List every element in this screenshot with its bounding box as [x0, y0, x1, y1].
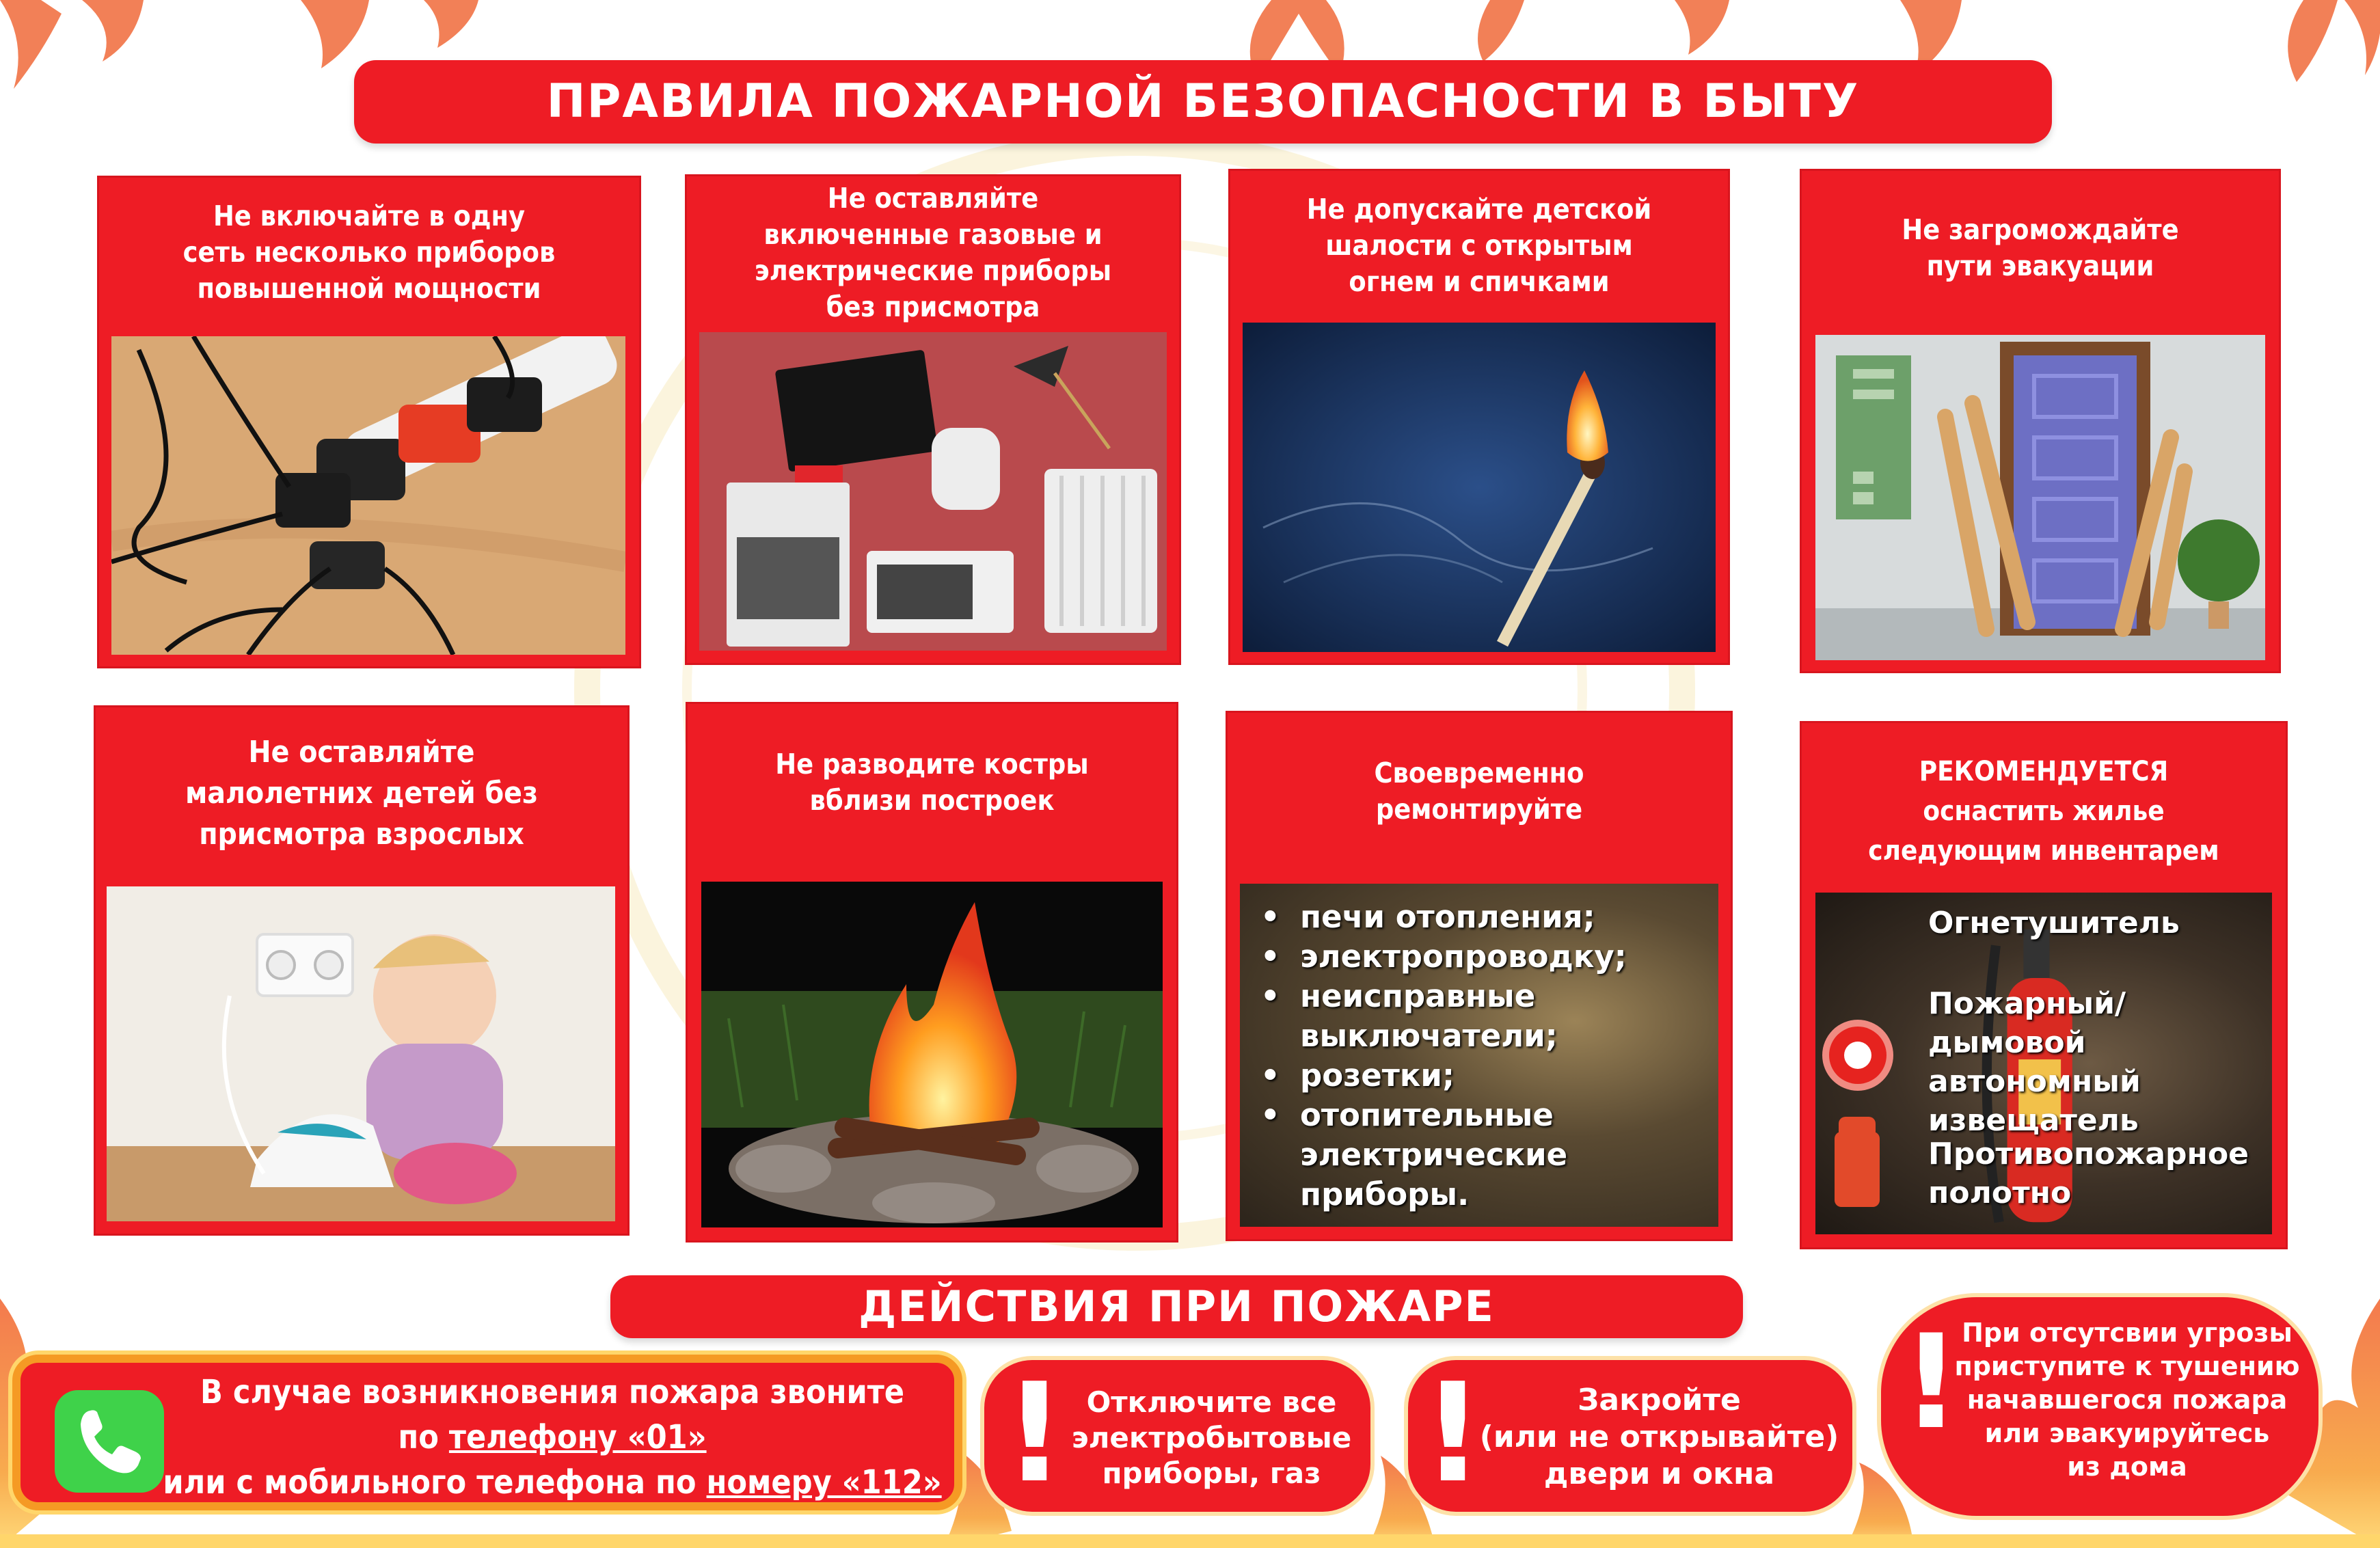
rule-card-children-fire	[1230, 171, 1728, 663]
appliances-photo	[699, 332, 1167, 651]
card-title: Своевременно ремонтируйте	[1374, 757, 1584, 826]
smoke-background	[1240, 884, 1718, 1227]
list-item: • розетки;	[1260, 1057, 1455, 1094]
campfire-photo	[701, 882, 1163, 1227]
phone-number-112[interactable]: номеру «112»	[706, 1463, 942, 1502]
action-bubble-switch-off	[984, 1354, 1370, 1513]
emergency-call-box	[12, 1355, 962, 1510]
fire-blanket-icon	[1835, 1132, 1880, 1207]
blocked-door-photo	[1815, 335, 2265, 660]
repair-list	[1240, 884, 1718, 1227]
card-title: Не разводите костры вблизи построек	[775, 748, 1089, 817]
bubble-text: При отсутсвии угрозы приступите к тушению начавшегося пожара или эвакуируйтесь из дома	[1954, 1318, 2300, 1482]
card-title: Не загромождайте пути эвакуации	[1902, 213, 2179, 282]
rule-card-overload	[99, 178, 639, 666]
power-strip-photo	[111, 336, 625, 655]
bubble-text: Закройте (или не открывайте) двери и окна	[1479, 1383, 1839, 1491]
rule-card-campfires	[688, 704, 1176, 1240]
exclamation-icon: !	[1422, 1354, 1485, 1513]
card-title: Не оставляйте малолетних детей без присмотра взрослых	[185, 735, 539, 852]
inventory-item-fire-blanket: Противопожарное полотно	[1928, 1137, 2249, 1210]
action-bubble-extinguish-or-evacuate	[1881, 1297, 2318, 1516]
list-item: • отопительные электрические приборы.	[1260, 1097, 1568, 1212]
bubble-text: Отключите все электробытовые приборы, газ	[1071, 1385, 1352, 1490]
list-item: • печи отопления;	[1260, 899, 1595, 935]
card-title: Не оставляйте включенные газовые и электрические приборы без присмотра	[754, 182, 1112, 323]
child-socket-photo	[107, 886, 615, 1221]
list-item: • электропроводку;	[1260, 938, 1627, 975]
rule-card-evacuation-routes	[1802, 171, 2279, 671]
rule-card-unattended-appliances	[687, 176, 1179, 663]
list-item: • неисправные выключатели;	[1260, 978, 1558, 1054]
action-bubble-close-doors	[1408, 1354, 1852, 1513]
phone-icon	[55, 1390, 164, 1493]
phone-number-01[interactable]: телефону «01»	[448, 1418, 707, 1456]
card-title: Не допускайте детской шалости с открытым огнем и спичками	[1306, 193, 1652, 298]
card-title: РЕКОМЕНДУЕТСЯ оснастить жилье следующим инвентарем	[1868, 756, 2219, 867]
actions-title: ДЕЙСТВИЯ ПРИ ПОЖАРЕ	[610, 1275, 1743, 1338]
smoke-detector-icon	[1829, 1027, 1887, 1084]
card-title: Не включайте в одну сеть несколько приборов повышенной мощности	[182, 200, 556, 305]
rule-card-repair	[1228, 713, 1731, 1239]
inventory-item-extinguisher: Огнетушитель	[1928, 906, 2180, 940]
page-title: ПРАВИЛА ПОЖАРНОЙ БЕЗОПАСНОСТИ В БЫТУ	[354, 60, 2052, 144]
exclamation-icon: !	[1902, 1307, 1961, 1458]
inventory-item-smoke-detector: Пожарный/дымовой автономный извещатель	[1928, 986, 2141, 1138]
call-instructions: В случае возникновения пожара звоните по телефону «01» или с мобильного телефона по номеру «112»	[163, 1373, 942, 1502]
exclamation-icon: !	[1003, 1354, 1066, 1513]
burning-match-photo	[1243, 323, 1716, 652]
smoke-background	[1815, 893, 2272, 1234]
rule-card-inventory	[1802, 723, 2286, 1247]
rule-card-children-unattended	[96, 707, 627, 1234]
